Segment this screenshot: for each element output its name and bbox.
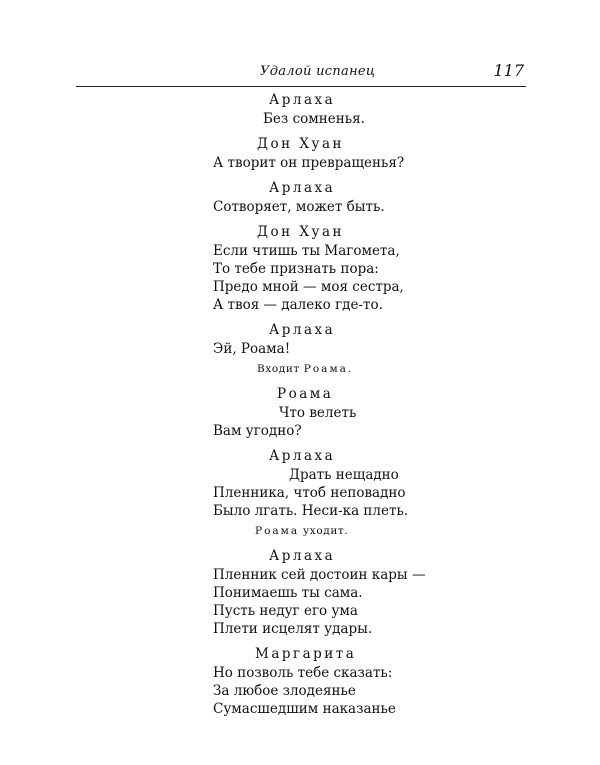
speaker-name: Арлаха — [269, 92, 336, 108]
verse-line: Без сомненья. — [263, 111, 365, 127]
stage-direction-verb: уходит. — [303, 525, 349, 537]
verse-line: Пленника, чтоб неповадно — [213, 485, 406, 501]
verse-line: За любое злодеянье — [213, 683, 356, 699]
stage-direction-role: Роама — [255, 525, 300, 537]
stage-direction-role: Роама. — [303, 363, 354, 375]
verse-line: Сотворяет, может быть. — [213, 199, 385, 215]
stage-direction — [213, 522, 453, 540]
speaker-name: Арлаха — [269, 548, 336, 564]
verse-line: Эй, Роама! — [213, 341, 291, 357]
speaker-name: Дон Хуан — [257, 224, 344, 240]
play-text — [213, 90, 453, 718]
verse-line: Предо мной — моя сестра, — [213, 279, 404, 295]
speaker-name: Арлаха — [269, 448, 336, 464]
verse-line: Пленник сей достоин кары — — [213, 567, 426, 583]
speaker-name: Дон Хуан — [257, 136, 344, 152]
verse-line: Драть нещадно — [289, 467, 399, 483]
speaker-name: Роама — [277, 386, 334, 402]
page-number: 117 — [493, 61, 524, 80]
verse-line: То тебе признать пора: — [213, 261, 379, 277]
verse-line: Если чтишь ты Магомета, — [213, 243, 400, 259]
verse-line: Было лгать. Неси-ка плеть. — [213, 503, 409, 519]
speaker-name: Арлаха — [269, 180, 336, 196]
running-head — [76, 58, 526, 87]
stage-direction-verb: Входит — [257, 363, 300, 375]
verse-line: Понимаешь ты сама. — [213, 585, 363, 601]
verse-line: Что велеть — [279, 405, 357, 421]
stage-direction — [213, 360, 453, 378]
verse-line: А твоя — далеко где-то. — [213, 297, 383, 313]
verse-line: Но позволь тебе сказать: — [213, 665, 393, 681]
verse-line: А творит он превращенья? — [213, 155, 405, 171]
verse-line: Плети исцелят удары. — [213, 621, 373, 637]
verse-line: Сумасшедшим наказанье — [213, 701, 396, 717]
running-title: Удалой испанец — [260, 64, 376, 79]
speaker-name: Арлаха — [269, 322, 336, 338]
verse-line: Вам угодно? — [213, 423, 302, 439]
speaker-name: Маргарита — [255, 646, 357, 662]
verse-line: Пусть недуг его ума — [213, 603, 358, 619]
